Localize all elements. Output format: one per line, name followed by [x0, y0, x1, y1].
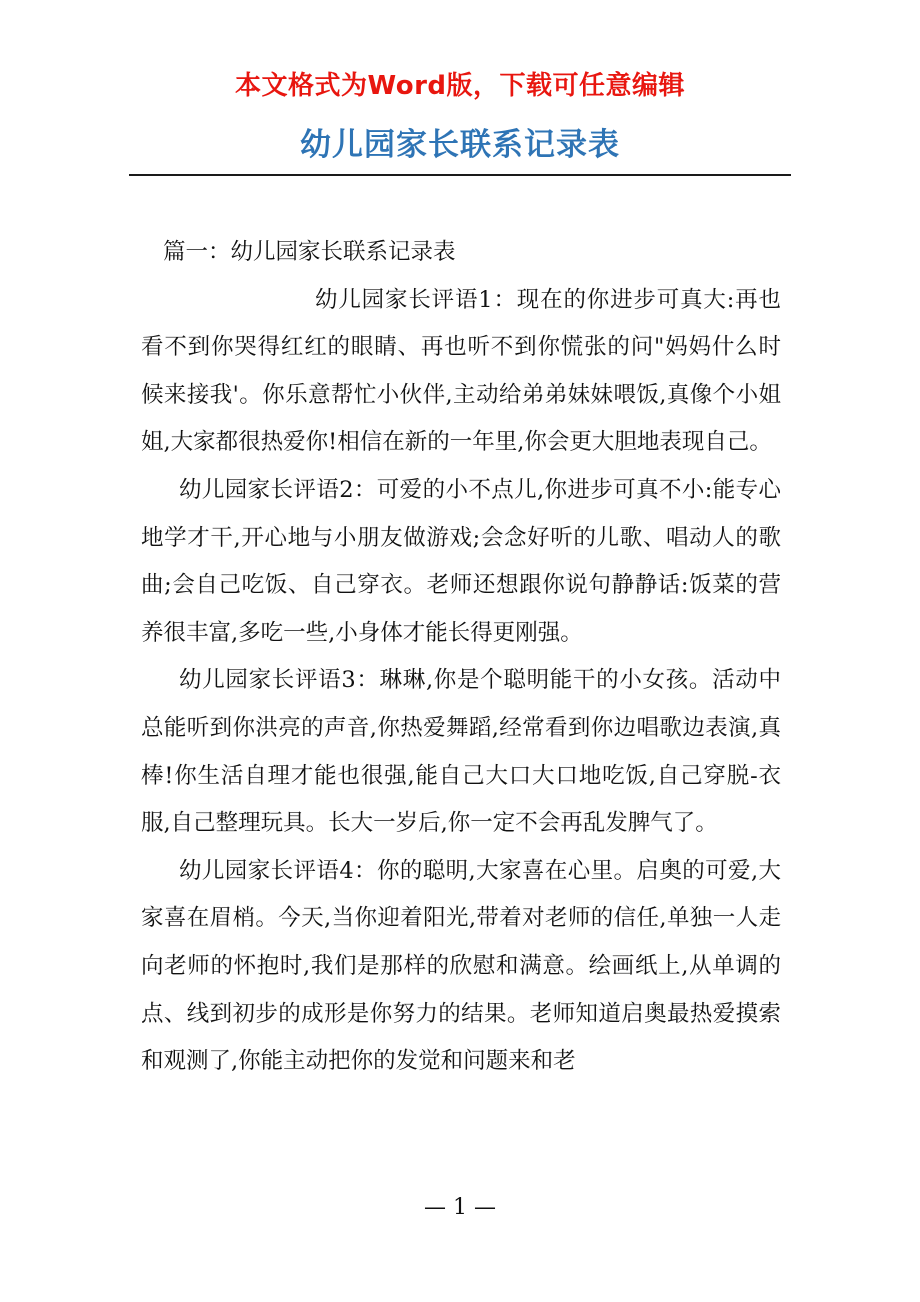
page-number: — 1 — — [424, 1195, 496, 1220]
paragraph-comment-1: 幼儿园家长评语1：现在的你进步可真大:再也看不到你哭得红红的眼睛、再也听不到你慌张的问"妈妈什么时候来接我'。你乐意帮忙小伙伴,主动给弟弟妹妹喂饭,真像个小姐姐,大家都很热爱你!相信在新的一年里,你会更大胆地表现自己。 — [141, 286, 781, 456]
page-title: 幼儿园家长联系记录表 — [300, 127, 620, 163]
paragraph-comment-4: 幼儿园家长评语4：你的聪明,大家喜在心里。启奥的可爱,大家喜在眉梢。今天,当你迎着阳光,带着对老师的信任,单独一人走向老师的怀抱时,我们是那样的欣慰和满意。绘画纸上,从单调的点、线到初步的成形是你努力的结果。老师知道启奥最热爱摸索和观测了,你能主动把你的发觉和问题来和老 — [141, 857, 781, 1075]
paragraph-comment-2: 幼儿园家长评语2：可爱的小不点儿,你进步可真不小:能专心地学才干,开心地与小朋友做游戏;会念好听的儿歌、唱动人的歌曲;会自己吃饭、自己穿衣。老师还想跟你说句静静话:饭菜的营养很丰富,多吃一些,小身体才能长得更刚强。 — [141, 476, 781, 646]
paragraph-comment-3: 幼儿园家长评语3：琳琳,你是个聪明能干的小女孩。活动中总能听到你洪亮的声音,你热爱舞蹈,经常看到你边唱歌边表演,真棒!你生活自理才能也很强,能自己大口大口地吃饭,自己穿脱-衣服,自己整理玩具。长大一岁后,你一定不会再乱发脾气了。 — [141, 667, 781, 837]
section-heading: 篇一：幼儿园家长联系记录表 — [163, 239, 456, 265]
document-body — [141, 229, 781, 1086]
title-divider — [129, 174, 791, 176]
format-notice: 本文格式为Word版，下载可任意编辑 — [234, 71, 686, 101]
